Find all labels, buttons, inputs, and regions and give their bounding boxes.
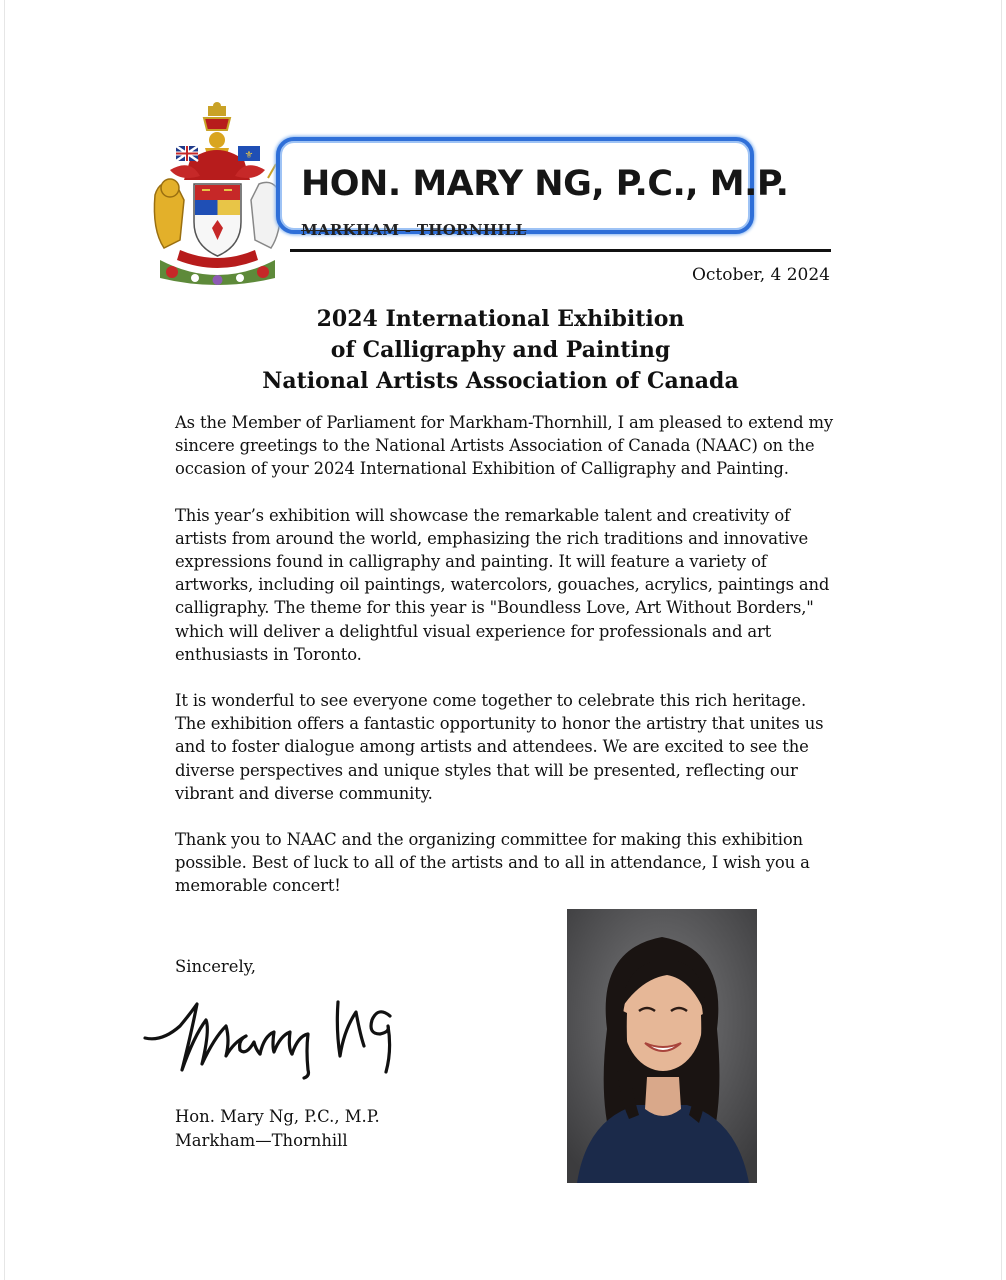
body-paragraph-1: As the Member of Parliament for Markham-Thornhill, I am pleased to extend my sincere greetings to the National Artists Association of Canada (NAAC) on the occasion of your 2024 International Exhibition of Calligraphy and Painting. (175, 413, 834, 479)
letter-body (175, 411, 835, 921)
title-line-2: of Calligraphy and Painting (330, 337, 671, 363)
page-edge-left (4, 0, 5, 1280)
letter-date: October, 4 2024 (691, 265, 830, 285)
letter-title (175, 304, 826, 397)
page-edge-right (1001, 0, 1002, 1280)
portrait-photo-icon (567, 909, 757, 1183)
signer-block (175, 1105, 380, 1153)
mp-name-heading: HON. MARY NG, P.C., M.P. (301, 164, 789, 204)
signer-name: Hon. Mary Ng, P.C., M.P. (175, 1107, 380, 1126)
riding-subheading: MARKHAM - THORNHILL (301, 221, 527, 239)
header-divider (290, 249, 831, 252)
signer-riding: Markham—Thornhill (175, 1131, 348, 1150)
svg-text:⚜: ⚜ (244, 150, 254, 161)
title-line-3: National Artists Association of Canada (262, 368, 739, 394)
body-paragraph-4: Thank you to NAAC and the organizing committee for making this exhibition possible. Best of luck to all of the artists and to all in attendance, I wish you a memorable concert! (175, 830, 810, 896)
handwritten-signature-icon (142, 990, 400, 1080)
canada-coat-of-arms-icon (150, 100, 285, 285)
closing-salutation: Sincerely, (175, 957, 256, 976)
title-line-1: 2024 International Exhibition (316, 306, 685, 332)
body-paragraph-2: This year’s exhibition will showcase the remarkable talent and creativity of artists from around the world, emphasizing the rich traditions and innovative expressions found in calligraphy and painting. It will feature a variety of artworks, including oil paintings, watercolors, gouaches, acrylics, paintings and calligraphy. The theme for this year is "Boundless Love, Art Without Borders," which will deliver a delightful visual experience for professionals and art enthusiasts in Toronto. (175, 505, 830, 664)
body-paragraph-3: It is wonderful to see everyone come together to celebrate this rich heritage. The exhibition offers a fantastic opportunity to honor the artistry that unites us and to foster dialogue among artists and attendees. We are excited to see the diverse perspectives and unique styles that will be presented, reflecting our vibrant and diverse community. (175, 691, 824, 803)
